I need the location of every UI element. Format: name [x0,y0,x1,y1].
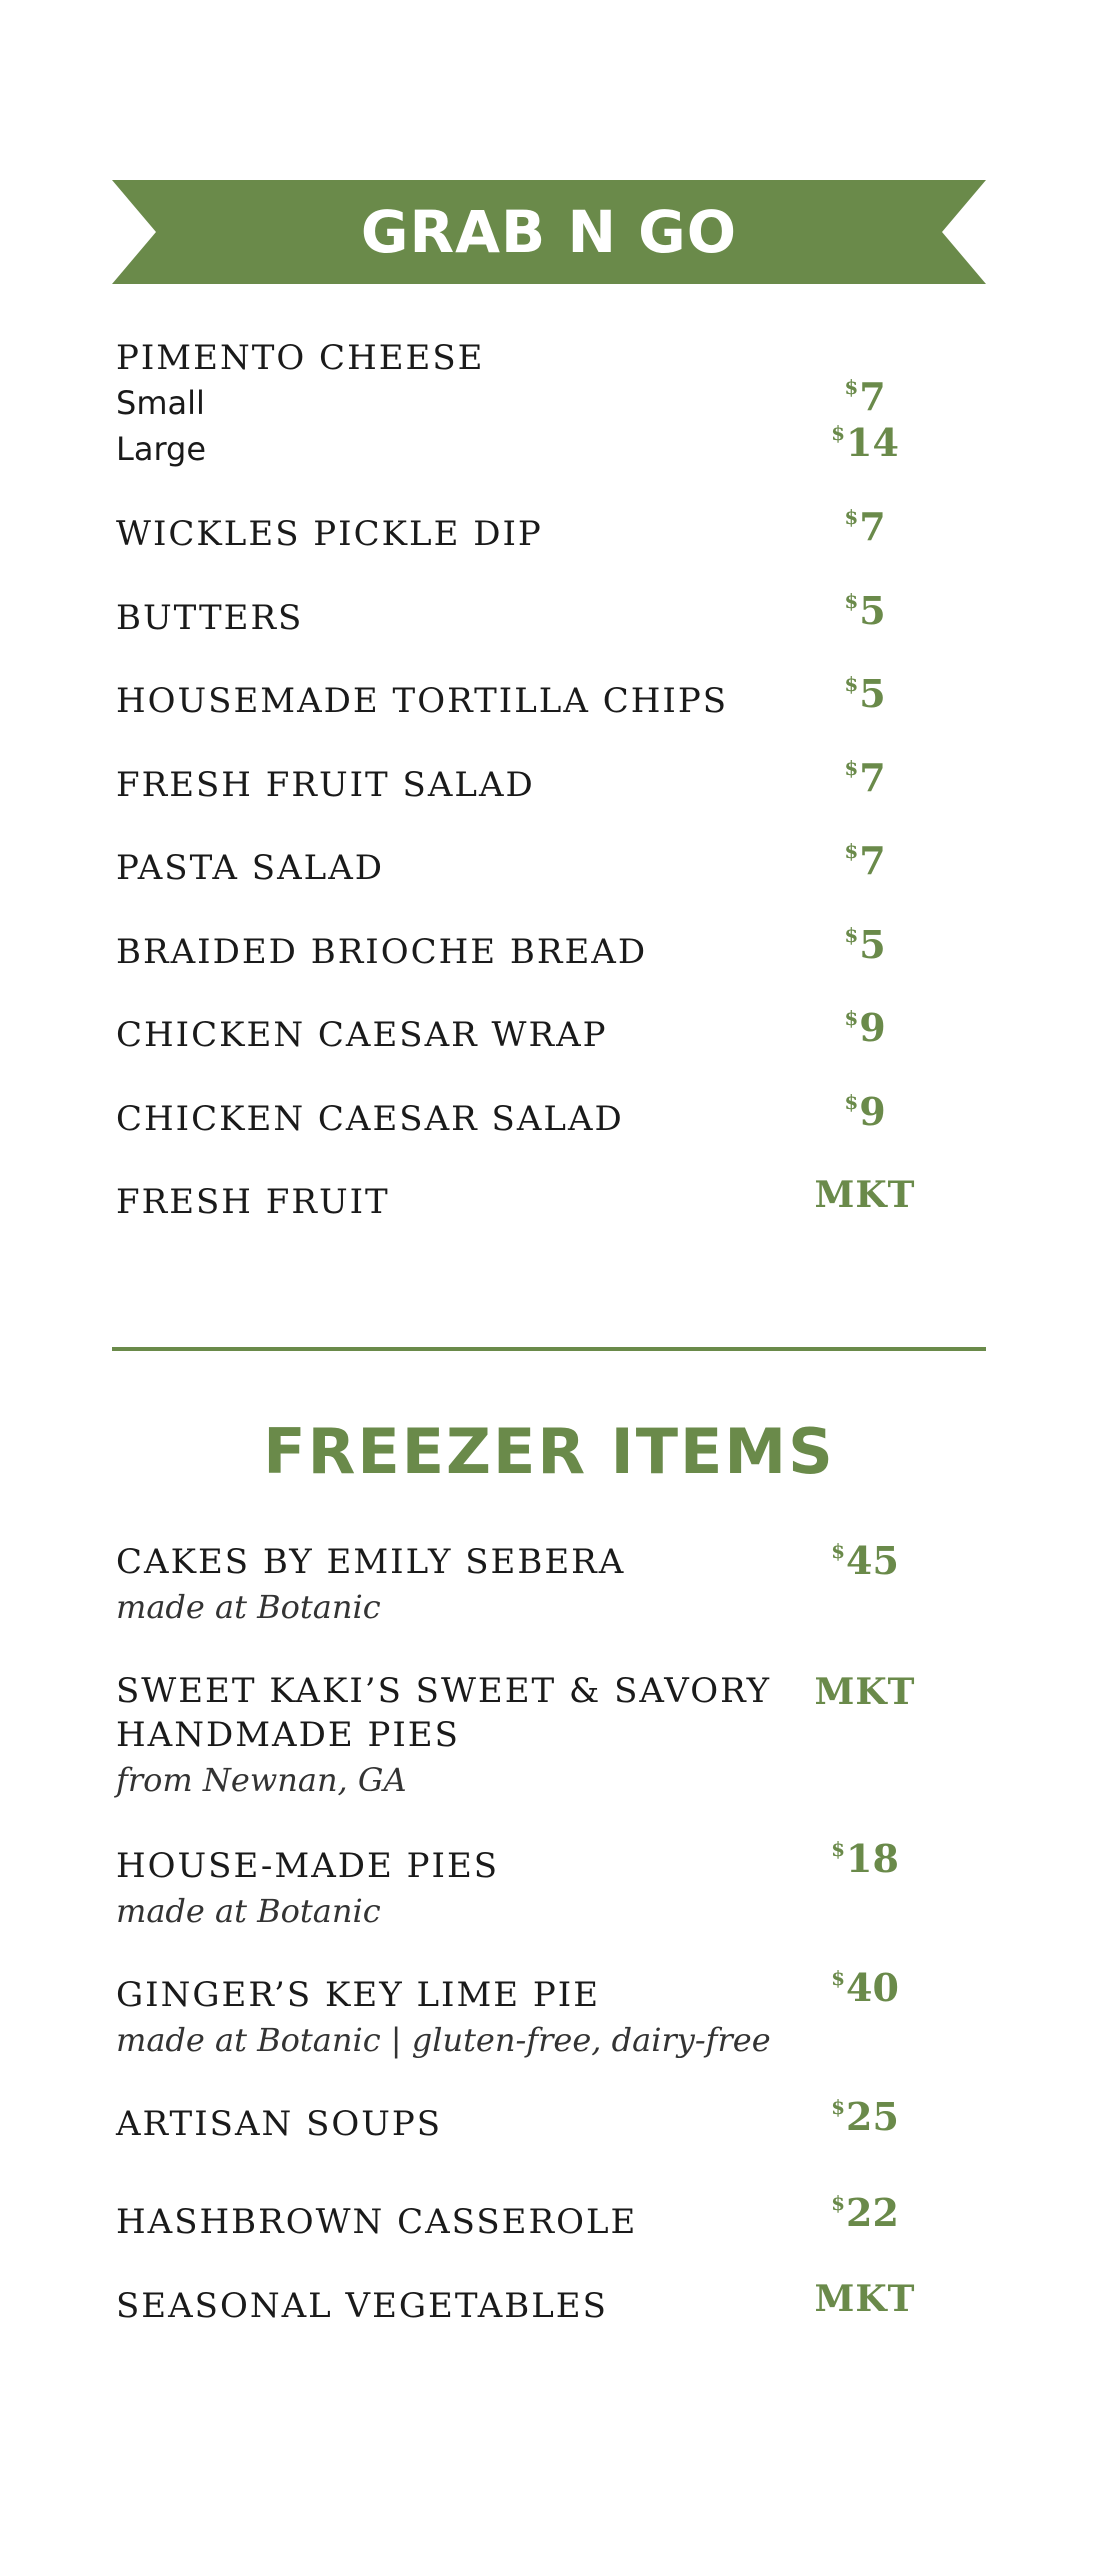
item-price: $9 [844,1005,886,1050]
item-name: PIMENTO CHEESE [116,338,485,378]
item-price: $5 [844,588,886,633]
item-price-small: $7 [844,374,886,419]
item-price-market: MKT [814,1671,916,1713]
item-price: $22 [831,2190,899,2235]
item-name: BUTTERS [116,598,304,638]
item-name: GINGER’S KEY LIME PIE [116,1975,601,2015]
item-note: made at Botanic [116,1588,381,1626]
item-name: WICKLES PICKLE DIP [116,514,543,554]
item-name: HOUSE-MADE PIES [116,1846,500,1886]
item-name: HOUSEMADE TORTILLA CHIPS [116,681,728,721]
freezer-items-title: FREEZER ITEMS [263,1415,835,1488]
option-label-large: Large [116,430,207,468]
option-label-small: Small [116,384,205,422]
grab-n-go-banner [112,180,986,284]
item-name: FRESH FRUIT SALAD [116,765,535,805]
item-name: CHICKEN CAESAR WRAP [116,1015,608,1055]
item-name: FRESH FRUIT [116,1182,390,1222]
item-price: $40 [831,1965,899,2010]
section-divider [112,1347,986,1351]
item-price: $25 [831,2094,899,2139]
item-name: SWEET KAKI’S SWEET & SAVORY HANDMADE PIES [116,1671,772,1755]
item-price: $5 [844,922,886,967]
item-note: from Newnan, GA [116,1761,407,1799]
item-price: $7 [844,838,886,883]
item-note: made at Botanic | gluten-free, dairy-free [116,2021,771,2059]
item-name: CHICKEN CAESAR SALAD [116,1099,624,1139]
item-price: $18 [831,1836,899,1881]
item-name: BRAIDED BRIOCHE BREAD [116,932,648,972]
item-name: CAKES BY EMILY SEBERA [116,1542,626,1582]
item-name: ARTISAN SOUPS [116,2104,443,2144]
item-price: $45 [831,1538,899,1583]
item-price: $5 [844,671,886,716]
item-price-market: MKT [814,2278,916,2320]
item-price-large: $14 [831,420,899,465]
item-name: SEASONAL VEGETABLES [116,2286,608,2326]
item-price: $9 [844,1089,886,1134]
item-name: PASTA SALAD [116,848,385,888]
item-price: $7 [844,755,886,800]
item-price: $7 [844,504,886,549]
item-note: made at Botanic [116,1892,381,1930]
item-name: HASHBROWN CASSEROLE [116,2202,638,2242]
item-price-market: MKT [814,1174,916,1216]
grab-n-go-title: GRAB N GO [360,198,738,266]
